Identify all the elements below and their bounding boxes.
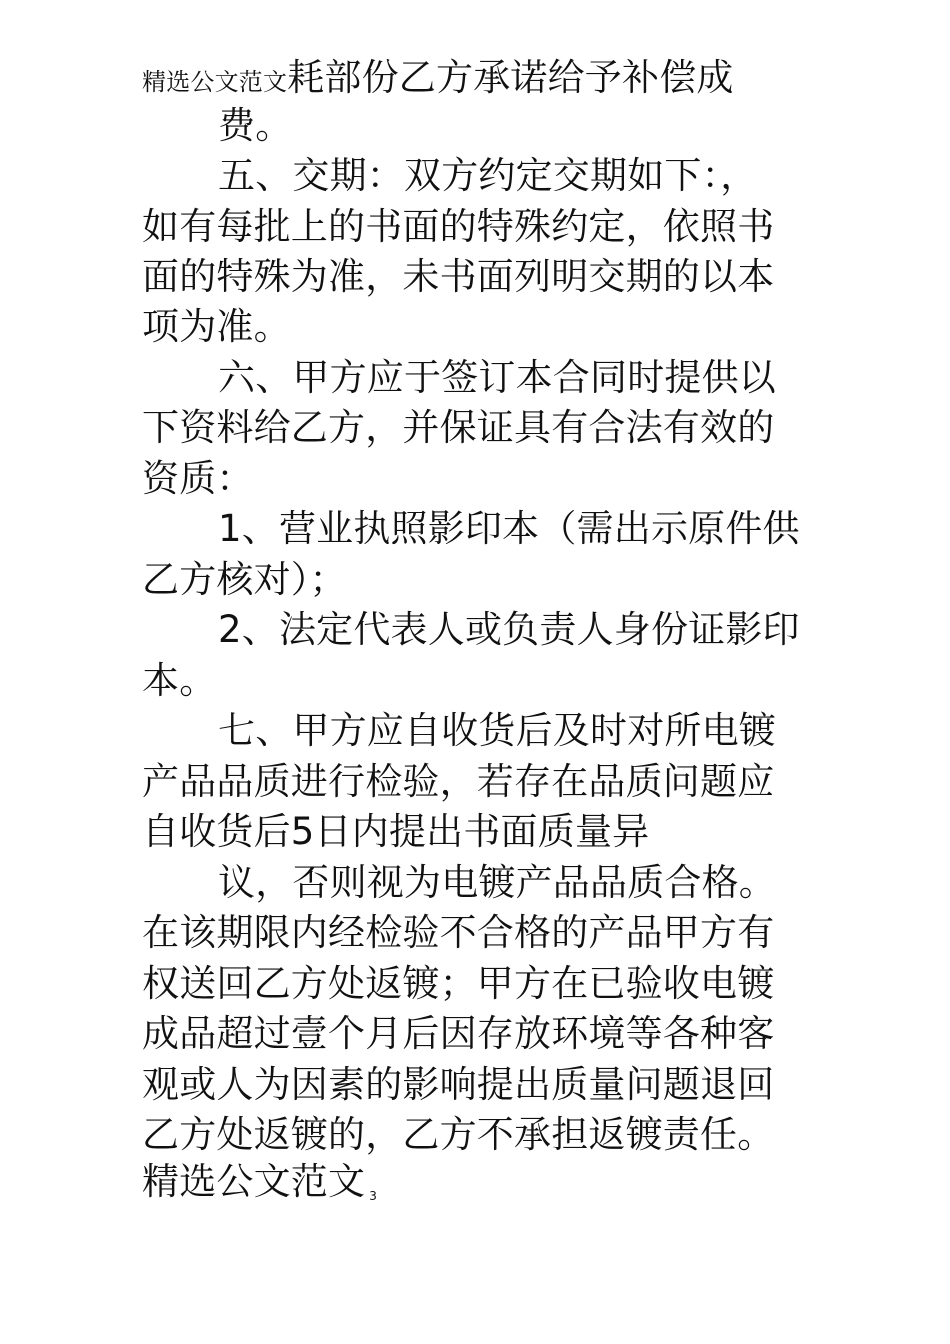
text-line: 在该期限内经检验不合格的产品甲方有 (142, 911, 775, 954)
text-line: 费。 (218, 104, 293, 147)
text-line: 资质： (142, 457, 254, 500)
text-line: 乙方核对）； (142, 558, 347, 601)
list-item-1: 1、营业执照影印本（需出示原件供 (218, 507, 800, 550)
text-line: 本。 (142, 659, 217, 702)
text-line: 成品超过壹个月后因存放环境等各种客 (142, 1012, 775, 1055)
page-number: 3 (369, 1189, 378, 1203)
text-line: 权送回乙方处返镀；甲方在已验收电镀 (142, 962, 775, 1005)
page-header (142, 54, 734, 106)
text-line: 乙方处返镀的，乙方不承担返镀责任。 (142, 1113, 775, 1156)
text-line: 议，否则视为电镀产品品质合格。 (218, 861, 776, 904)
footer-label: 精选公文范文 (142, 1160, 366, 1203)
text-line: 面的特殊为准，未书面列明交期的以本 (142, 255, 775, 298)
header-label: 精选公文范文 (142, 68, 288, 96)
text-line: 如有每批上的书面的特殊约定，依照书 (142, 205, 775, 248)
text-line: 产品品质进行检验，若存在品质问题应 (142, 760, 775, 803)
section-seven-heading: 七、甲方应自收货后及时对所电镀 (218, 709, 776, 752)
section-five-heading: 五、交期：双方约定交期如下：， (218, 154, 758, 197)
text-line: 下资料给乙方，并保证具有合法有效的 (142, 406, 775, 449)
text-line: 观或人为因素的影响提出质量问题退回 (142, 1063, 775, 1106)
header-continuation-text: 耗部份乙方承诺给予补偿成 (287, 56, 734, 99)
text-line: 项为准。 (142, 305, 291, 348)
list-item-2: 2、法定代表人或负责人身份证影印 (218, 608, 800, 651)
section-six-heading: 六、甲方应于签订本合同时提供以 (218, 356, 776, 399)
text-line: 自收货后5日内提出书面质量异 (142, 810, 650, 853)
page-footer (142, 1158, 377, 1220)
